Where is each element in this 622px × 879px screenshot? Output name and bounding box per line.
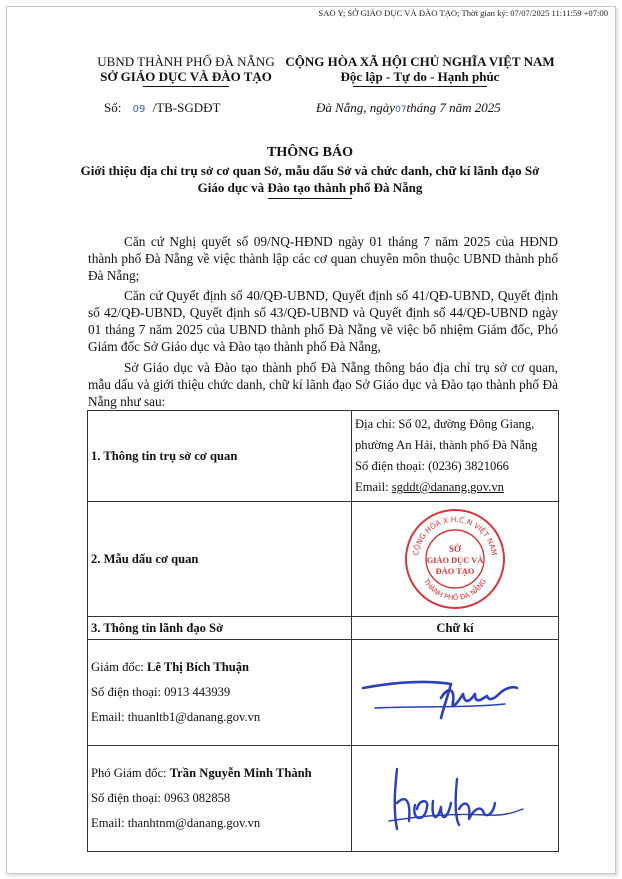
nation-underline [353,86,487,87]
leader1-name: Lê Thị Bích Thuận [146,660,250,674]
seal-bottom-text: THÀNH PHỐ ĐÀ NẴNG [421,577,489,603]
official-seal [403,507,507,611]
subtitle-underline [268,198,352,199]
office-info-cell [352,411,559,502]
leader1-signature [355,658,555,728]
info-table [87,410,559,852]
leader1-signature-cell [352,640,559,746]
date-handwritten: 07 [395,105,407,115]
table-row [88,411,559,502]
nation-line2: Độc lập - Tự do - Hạnh phúc [340,69,500,84]
paragraph-1 [88,233,558,284]
doc-title: THÔNG BÁO [267,145,353,160]
office-phone: Số điện thoại: (0236) 3821066 [355,459,509,473]
leader1-phone: Số điện thoại: 0913 443939 [91,685,231,699]
paragraph-3-text: Sở Giáo dục và Đào tạo thành phố Đà Nẵng thông báo địa chỉ trụ sở cơ quan, mẫu dấu và giới thiệu chức danh, chữ kí lãnh đạo Sở Giáo dục và Đào tạo thành phố Đà Nẵng như sau: [88,360,558,409]
seal-cell [352,502,559,617]
doc-number [104,100,220,116]
leader1-role: Giám đốc: [91,660,147,674]
doc-subtitle: Giới thiệu địa chỉ trụ sở cơ quan Sở, mẫu dấu Sở và chức danh, chữ kí lãnh đạo Sở Giáo dục và Đào tạo thành phố Đà Nẵng [80,163,540,195]
paragraph-3 [88,359,558,410]
seal-center-line2: GIÁO DỤC VÀ [426,556,484,565]
email-label: Email: [355,480,392,494]
paragraph-1-text: Căn cứ Nghị quyết số 09/NQ-HĐND ngày 01 tháng 7 năm 2025 của HĐND thành phố Đà Nẵng về việc thành lập các cơ quan chuyên môn thuộc UBND thành phố Đà Nẵng; [88,234,558,283]
table-row [88,746,559,852]
seal-center-line1: SỞ [448,544,462,554]
table-row [88,640,559,746]
org-line2: SỞ GIÁO DỤC VÀ ĐÀO TẠO [100,69,272,84]
address-line2: phường An Hải, thành phố Đà Nẵng [355,438,538,452]
leader2-role: Phó Giám đốc: [91,766,170,780]
leader2-name: Trần Nguyễn Minh Thành [169,766,312,780]
org-line1: UBND THÀNH PHỐ ĐÀ NẴNG [97,54,275,69]
doc-number-prefix: Số: [104,100,122,115]
leader1-info [88,640,352,746]
leader2-signature-cell [352,746,559,852]
table-row [88,617,559,640]
date-prefix: Đà Nẵng, ngày [316,100,396,115]
digital-signature-stamp: SAO Y; SỞ GIÁO DỤC VÀ ĐÀO TẠO; Thời gian ký: 07/07/2025 11:11:59 +07:00 [318,8,608,18]
signature-header: Chữ kí [352,617,559,640]
paragraph-2-text: Căn cứ Quyết định số 40/QĐ-UBND, Quyết định số 41/QĐ-UBND, Quyết định số 42/QĐ-UBND, Quyết định số 43/QĐ-UBND và Quyết định số 44/QĐ-UBND ngày 01 tháng 7 năm 2025 của UBND thành phố Đà Nẵng về việc bổ nhiệm Giám đốc, Phó Giám đốc Sở Giáo dục và Đào tạo thành phố Đà Nẵng, [88,288,558,354]
org-underline [143,86,229,87]
seal-ring-text: CỘNG HÒA X.H.C.N VIỆT NAM [411,514,499,557]
row2-label: 2. Mẫu dấu cơ quan [88,502,352,617]
office-email-link[interactable]: sgddt@danang.gov.vn [391,480,504,494]
nation-line1: CỘNG HÒA XÃ HỘI CHỦ NGHĨA VIỆT NAM [285,54,555,69]
leader2-email: Email: thanhtnm@danang.gov.vn [91,816,261,830]
date-suffix: tháng 7 năm 2025 [406,100,501,115]
leader1-email: Email: thuanltb1@danang.gov.vn [91,710,261,724]
paragraph-2 [88,287,558,355]
office-email-line [355,477,555,498]
leader1-title-line [91,657,348,678]
seal-center-line3: ĐÀO TẠO [435,567,475,576]
leader2-phone: Số điện thoại: 0963 082858 [91,791,231,805]
address-line1: Địa chỉ: Số 02, đường Đông Giang, [355,417,535,431]
leader2-signature [375,759,535,839]
doc-number-handwritten: 09 [132,104,146,115]
leader2-title-line [91,763,348,784]
doc-number-suffix: /TB-SGDĐT [152,100,221,115]
row1-label: 1. Thông tin trụ sở cơ quan [88,411,352,502]
table-row [88,502,559,617]
doc-date [316,100,501,116]
row3-label: 3. Thông tin lãnh đạo Sở [88,617,352,640]
leader2-info [88,746,352,852]
